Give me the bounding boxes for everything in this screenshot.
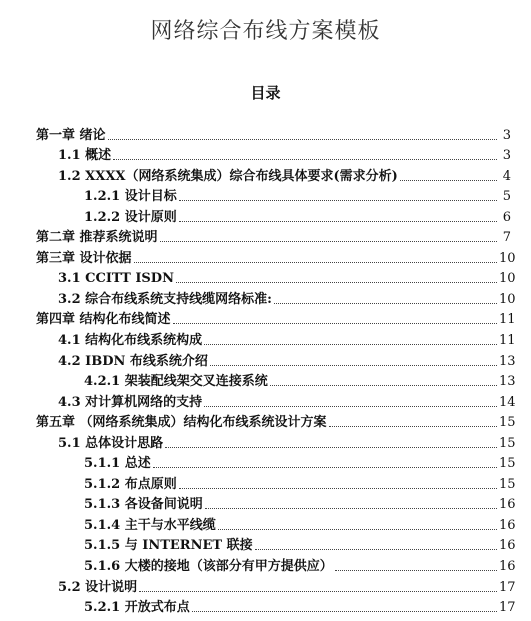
toc-entry[interactable] (0, 534, 531, 555)
toc-page-number: 6 (502, 209, 511, 225)
toc-entry-title: 1.2 XXXX（网络系统集成）综合布线具体要求(需求分析) (58, 168, 398, 184)
toc-dot-leader (204, 344, 497, 345)
toc-page-number: 16 (499, 517, 516, 533)
toc-entry-title: 5.1.1 总述 (84, 456, 151, 472)
toc-entry-title: 第三章 设计依据 (36, 250, 132, 266)
toc-dot-leader (192, 611, 497, 612)
toc-entry-title: 第二章 推荐系统说明 (36, 230, 158, 246)
toc-entry[interactable] (0, 554, 531, 575)
toc-dot-leader (204, 406, 497, 407)
toc-entry[interactable] (0, 513, 531, 534)
toc-dot-leader (218, 529, 497, 530)
toc-dot-leader (139, 591, 497, 592)
toc-entry[interactable] (0, 287, 531, 308)
toc-dot-leader (210, 365, 497, 366)
toc-page-number: 3 (502, 148, 511, 164)
toc-entry-title: 第四章 结构化布线简述 (36, 312, 171, 328)
toc-dot-leader (113, 159, 497, 160)
toc-page-number: 13 (499, 374, 516, 390)
toc-dot-leader (335, 570, 497, 571)
toc-dot-leader (179, 221, 497, 222)
toc-entry[interactable] (0, 349, 531, 370)
table-of-contents (0, 123, 531, 616)
toc-page-number: 7 (502, 230, 511, 246)
toc-dot-leader (400, 180, 497, 181)
toc-page-number: 17 (499, 579, 516, 595)
toc-page-number: 15 (499, 476, 516, 492)
toc-entry-title: 5.1.6 大楼的接地（该部分有甲方提供应） (84, 559, 333, 575)
toc-page-number: 15 (499, 435, 516, 451)
toc-page-number: 13 (499, 353, 516, 369)
toc-page-number: 11 (499, 312, 516, 328)
toc-entry-title: 4.2 IBDN 布线系统介绍 (58, 353, 208, 369)
toc-entry-title: 5.1.3 各设备间说明 (84, 497, 203, 513)
toc-dot-leader (176, 282, 497, 283)
toc-dot-leader (255, 549, 497, 550)
toc-page-number: 17 (499, 600, 516, 616)
toc-page-number: 5 (502, 189, 511, 205)
toc-dot-leader (329, 426, 497, 427)
toc-page-number: 16 (499, 497, 516, 513)
toc-page-number: 10 (499, 291, 516, 307)
toc-page-number: 4 (502, 168, 511, 184)
toc-dot-leader (205, 508, 497, 509)
toc-page-number: 16 (499, 538, 516, 554)
toc-entry[interactable] (0, 123, 531, 144)
toc-entry[interactable] (0, 575, 531, 596)
toc-entry[interactable] (0, 205, 531, 226)
toc-entry-title: 1.2.1 设计目标 (84, 189, 177, 205)
toc-page-number: 3 (502, 127, 511, 143)
toc-entry-title: 5.1 总体设计思路 (58, 435, 164, 451)
toc-dot-leader (179, 488, 497, 489)
toc-entry-title: 1.2.2 设计原则 (84, 209, 177, 225)
toc-entry-title: 5.1.4 主干与水平线缆 (84, 517, 216, 533)
toc-entry[interactable] (0, 411, 531, 432)
toc-entry-title: 4.3 对计算机网络的支持 (58, 394, 203, 410)
toc-entry[interactable] (0, 390, 531, 411)
toc-entry[interactable] (0, 596, 531, 617)
toc-dot-leader (153, 467, 497, 468)
toc-page-number: 15 (499, 415, 516, 431)
toc-entry-title: 第五章 （网络系统集成）结构化布线系统设计方案 (36, 415, 327, 431)
toc-entry[interactable] (0, 246, 531, 267)
toc-dot-leader (108, 139, 497, 140)
toc-page-number: 10 (499, 271, 516, 287)
toc-entry-title: 4.1 结构化布线系统构成 (58, 333, 203, 349)
toc-entry-title: 5.1.2 布点原则 (84, 476, 177, 492)
toc-entry-title: 第一章 绪论 (36, 127, 106, 143)
toc-entry[interactable] (0, 431, 531, 452)
toc-entry-title: 1.1 概述 (58, 148, 112, 164)
toc-entry[interactable] (0, 452, 531, 473)
toc-page-number: 14 (499, 394, 516, 410)
toc-entry[interactable] (0, 493, 531, 514)
toc-entry[interactable] (0, 144, 531, 165)
toc-page-number: 11 (499, 333, 516, 349)
toc-page-number: 16 (499, 559, 516, 575)
toc-entry[interactable] (0, 185, 531, 206)
toc-heading: 目录 (250, 84, 281, 102)
toc-page-number: 10 (499, 250, 516, 266)
toc-dot-leader (179, 200, 497, 201)
toc-entry-title: 4.2.1 架装配线架交叉连接系统 (84, 374, 268, 390)
toc-entry[interactable] (0, 164, 531, 185)
toc-entry-title: 5.2 设计说明 (58, 579, 138, 595)
toc-entry[interactable] (0, 267, 531, 288)
toc-entry-title: 3.2 综合布线系统支持线缆网络标准: (58, 291, 272, 307)
toc-dot-leader (160, 241, 497, 242)
toc-page-number: 15 (499, 456, 516, 472)
toc-entry-title: 5.2.1 开放式布点 (84, 600, 190, 616)
toc-dot-leader (270, 385, 497, 386)
toc-dot-leader (173, 323, 497, 324)
toc-entry[interactable] (0, 308, 531, 329)
document-title: 网络综合布线方案模板 (150, 19, 381, 44)
toc-entry[interactable] (0, 226, 531, 247)
toc-entry[interactable] (0, 370, 531, 391)
toc-entry-title: 3.1 CCITT ISDN (58, 271, 174, 287)
toc-dot-leader (274, 303, 497, 304)
toc-dot-leader (165, 447, 497, 448)
toc-dot-leader (134, 262, 497, 263)
toc-entry-title: 5.1.5 与 INTERNET 联接 (84, 538, 253, 554)
toc-entry[interactable] (0, 472, 531, 493)
toc-entry[interactable] (0, 328, 531, 349)
